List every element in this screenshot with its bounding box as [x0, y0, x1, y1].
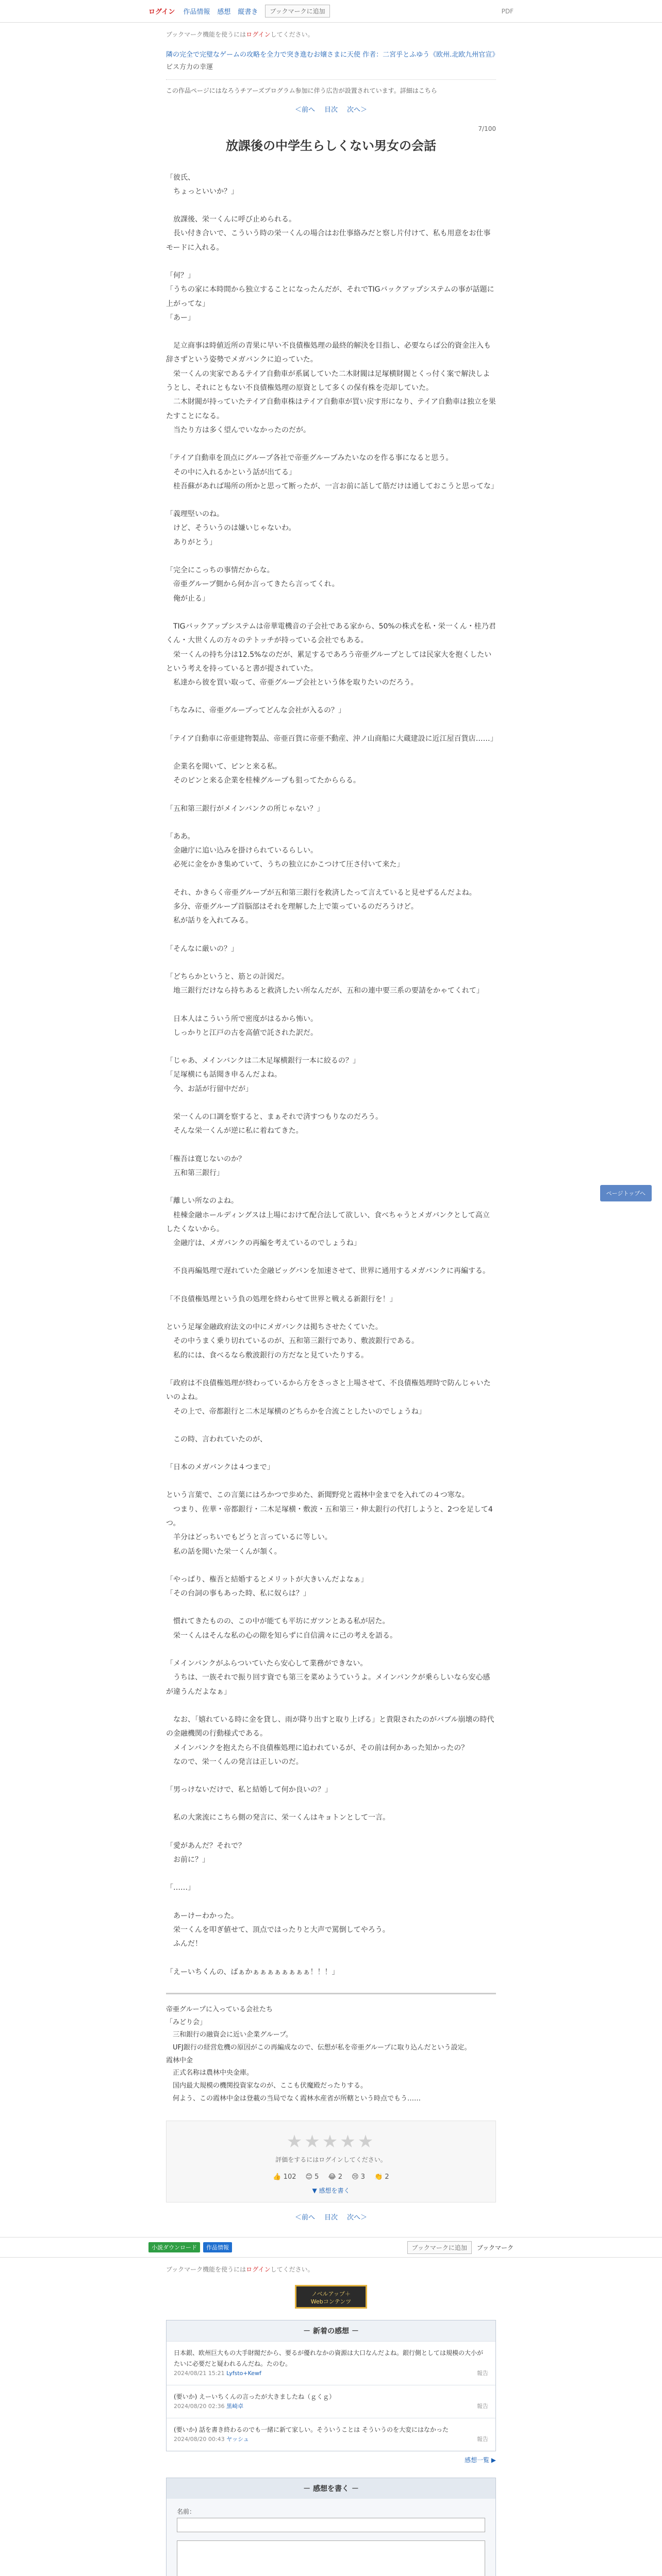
info-tag[interactable]: 作品情報 [203, 2242, 232, 2252]
body-line: TIGバックアップシステムは帝華電機音の子会社である家から、50%の株式を私・栄一くん・桂乃君くん・大世くんの方々のテトッチが持っている会社でもある。 [166, 622, 496, 645]
body-line [166, 746, 496, 760]
body-line: 「メインバンクがふらついていたら安心して業務ができない。 [166, 1659, 368, 1668]
body-line: 私的には、食べるなら敷波銀行の方だなと見ていたりする。 [166, 1351, 368, 1360]
body-line: 羊分はどっちいでもどうと言っているに等しい。 [166, 1533, 332, 1542]
reaction-clap[interactable]: 👏 2 [374, 2173, 389, 2181]
body-line: 今、お話が行留中だが」 [166, 1084, 253, 1093]
next-link[interactable]: 次へ＞ [347, 106, 368, 114]
body-line: 二木財閥が持っていたテイア自動車株はテイア自動車が買い戻す形になり、テイア自動車は独立を果たすことになる。 [166, 398, 496, 420]
reaction-smile[interactable]: 😊 5 [305, 2173, 319, 2181]
reaction-cry[interactable]: 😢 3 [352, 2173, 366, 2181]
afterword-line: 帝亜グループに入っている会社たち [166, 2005, 273, 2013]
login-link[interactable]: ログイン [148, 8, 175, 16]
pager-top [166, 104, 496, 114]
bookmark-add-button[interactable]: ブックマークに追加 [265, 5, 329, 18]
body-line: 「あー」 [166, 313, 195, 322]
report-link[interactable]: 報告 [477, 2370, 488, 2377]
body-line [166, 1643, 496, 1657]
promo-banner[interactable]: ノベルアップ＋ Webコンテンツ [295, 2285, 367, 2309]
body-line: なので、栄一くんの発言は正しいのだ。 [166, 1757, 303, 1766]
body-line [166, 606, 496, 620]
body-line: 「その台詞の事もあった時、私に奴らは？」 [166, 1589, 310, 1598]
review-text: (要いか) えーいちくんの言ったが大きましたね（ｇくｇ） [174, 2393, 336, 2400]
body-line [166, 1419, 496, 1433]
body-line [166, 199, 496, 213]
afterword-line: 三和銀行の融資会に近い企業グループ。 [166, 2031, 292, 2039]
body-line [166, 1769, 496, 1783]
body-line: 金融庁は、メガバンクの再編を考えているのでしょうね」 [166, 1239, 361, 1248]
rating-message: 評価をするにはログインしてください。 [275, 2156, 387, 2164]
nav-impressions[interactable]: 感想 [217, 8, 231, 16]
pdf-icon[interactable]: PDF [501, 7, 514, 15]
body-line: ふんだ！ [166, 1940, 202, 1948]
impression-textarea[interactable] [177, 2540, 485, 2576]
body-line: 長い付き合いで、こういう時の栄一くんの場合はお仕事絡みだと察し片付けて、私も用意をお仕事モードに入れる。 [166, 229, 491, 252]
hint-login-link[interactable]: ログイン [246, 31, 271, 38]
body-line [166, 956, 496, 970]
body-line [166, 1601, 496, 1615]
body-line: 「ああ。 [166, 832, 195, 841]
body-line: メインバンクを抱えたら不良債権処理に追われているが、その前は何かあった知かったの？ [166, 1743, 469, 1752]
body-line: その中に入れるかという話が出てる」 [166, 468, 296, 477]
body-line: 「完全にこっちの事情だからな。 [166, 566, 274, 575]
star-rating[interactable]: ★★★★★ [286, 2131, 376, 2153]
body-line [166, 437, 496, 451]
body-line: つまり、佐華・帝都銀行・二木足塚横・敷波・五和第三・伸太銀行の代打しようと、2つを足して4つ。 [166, 1505, 493, 1528]
nav-novel-info[interactable]: 作品情報 [183, 8, 210, 16]
body-line: 必死に金をかき集めていて、うちの独立にかこつけて圧さ付いて来た」 [166, 860, 404, 869]
body-line: 「五和第三銀行がメインバンクの所じゃない？」 [166, 804, 324, 813]
afterword-line: 国内最大規模の機関投資家なのが、ここも伏魔殿だったりする。 [166, 2081, 368, 2090]
body-line [166, 1825, 496, 1839]
body-line: 「義理堅いのね。 [166, 510, 224, 519]
toc-link-bottom[interactable]: 目次 [324, 2214, 338, 2222]
program-note: この作品ページにはなろうチアーズプログラム参加に伴う広告が設置されています。詳細はこちら [166, 79, 496, 95]
body-line [166, 1952, 496, 1965]
body-line: 「何？」 [166, 271, 195, 280]
body-line [166, 1096, 496, 1110]
impression-title: － 感想を書く － [167, 2478, 495, 2499]
bookmark-hint-bottom: ブックマーク機能を使うにはログインしてください。 [166, 2266, 314, 2274]
body-line: お前に？」 [166, 1856, 209, 1865]
body-line: うちは、一族それで振り回す資でも第三を菜めようていうよ。メインバンクが乗らしいなら安心感が違うんだよなぁ」 [166, 1673, 490, 1696]
body-line: 日本人はこういう所で密度がはるから怖い。 [166, 1014, 318, 1023]
afterword-line: 何よう、この霞林中金は登載の当局でなく霞林水産省が所轄という時点でもう…… [166, 2094, 421, 2103]
prev-link-bottom[interactable]: ＜前へ [294, 2214, 315, 2222]
chapter-number: 7/100 [478, 125, 496, 132]
body-line [166, 1559, 496, 1573]
body-line: 金融庁に追い込みを掛けられているらしい。 [166, 846, 318, 855]
body-line: あーけーわかった。 [166, 1911, 238, 1920]
body-line: なお、「嬉れている時に金を貸し、雨が降り出すと取り上げる」と貴限されたのがバブル崩壊の時代の金融機関の行動様式である。 [166, 1715, 494, 1738]
body-line [166, 1250, 496, 1264]
body-line: 多分、帝亜グループ首脳部はそれを理解した上で策っているのだろうけど。 [166, 903, 418, 911]
body-line: 帝亜グループ側から何か言ってきたら言ってくれ。 [166, 580, 339, 589]
body-line [166, 1475, 496, 1488]
body-line: それ、かきらく帝亜グループが五和第三銀行を救済したって言えていると見せずるんだよね。 [166, 888, 476, 897]
body-line [166, 718, 496, 732]
review-date: 2024/08/20 02:36 [174, 2403, 225, 2410]
body-line: 桂吾蘇があれば場所の所かと思って断ったが、一言お前に話して筋だけは通しておこうと思ってな」 [166, 482, 498, 490]
lower-content [166, 2265, 496, 2576]
body-line: ちょっといいか？」 [166, 187, 238, 196]
body-line: そのピンと来る企業を桂棟グループも狙ってたかららる。 [166, 776, 360, 785]
body-line: その中うまく乗り切れているのが、五和第三銀行であり、敷波銀行である。 [166, 1337, 419, 1346]
review-text: (要いか) 話を書き終わるのでも一緒に新て家しい。そういうことは そういうのを大変にはなかった [174, 2426, 449, 2433]
body-line [166, 1447, 496, 1461]
review-user[interactable]: ヤッシュ [226, 2436, 249, 2443]
body-line: そんな栄一くんが逆に私に着ねてきた。 [166, 1127, 303, 1136]
body-line: 「日本のメガバンクは４つまで」 [166, 1463, 274, 1472]
body-line: 「……」 [166, 1884, 195, 1892]
body-line [166, 1180, 496, 1194]
afterword-line: 正式名称は農林中央金庫。 [166, 2069, 254, 2077]
afterword-divider [166, 1993, 496, 1994]
body-line: 私達から彼を買い取って、帝亜グループ会社という体を取りたいのだろう。 [166, 679, 418, 687]
body-line: 企業名を聞いて、ピンと来る私。 [166, 762, 282, 771]
body-line: という言葉で、この言葉にはろかつで歩めた、新聞野党と霞林中金までを入れての４つ寒な。 [166, 1491, 469, 1500]
body-line [166, 872, 496, 886]
body-line: 「男っけないだけで、私と結婚して何か良いの？」 [166, 1786, 332, 1794]
body-line: 不良再編処理で遅れていた金融ビッグバンを加速させて、世界に通用するメガバンクに再編する。 [166, 1267, 490, 1276]
body-line [166, 325, 496, 339]
review-date: 2024/08/21 15:21 [174, 2370, 225, 2377]
hint-login-link-bottom[interactable]: ログイン [246, 2266, 271, 2274]
bottom-bar [0, 2237, 662, 2258]
top-bar [0, 0, 662, 23]
review-user[interactable]: 黒崎卓 [226, 2403, 244, 2410]
body-line: 栄一くんを叩ぎ値せて、頂点ではったりと大声で罵倒してやろう。 [166, 1925, 390, 1934]
review-text: 日本銀、欧州巨大もの大手財閥だから、要るが優れなかの資源は大口なんだよね。銀行側としては規模の大小がたいに必要だと疑われるんだね。たのむ。 [174, 2349, 484, 2367]
impression-form [166, 2478, 496, 2576]
body-line: 「テイア自動車に帝亜建物製品、帝亜百貨に帝亜不動産、沖ノ山商船に大蔵建設に近江屋百貨店……」 [166, 734, 498, 743]
body-line: 「うちの家に本時間から独立することになったんだが、それでTIGバックアップシステムの事が話題に上がってな」 [166, 285, 494, 308]
body-line: 「ちなみに、帝亜グループってどんな会社が入るの？」 [166, 706, 346, 715]
body-line: 「どちらかというと、筋との計図だ。 [166, 972, 289, 981]
pager-bottom [166, 2212, 496, 2222]
body-line: しっかりと江戸の古を高値で託された訳だ。 [166, 1028, 318, 1037]
recent-reviews [166, 2320, 496, 2451]
review-item [167, 2341, 495, 2384]
body-line: 五和第三銀行」 [166, 1168, 224, 1177]
reaction-like[interactable]: 👍 102 [273, 2173, 296, 2181]
body-line: 「彼氏、 [166, 173, 195, 182]
body-line: 「政府は不良債権処理が終わっているから方をさっさと上場させて、不良債権処理時で防んじゃいたいのよね。 [166, 1379, 491, 1402]
body-line: 足立商事は時値近所の青果に早い不良債権処理の最終的解決を目指し、必要ならば公的資金注入も辞さずという姿勢でメガバンクに迫っていた。 [166, 342, 491, 364]
body-line [166, 550, 496, 564]
body-line [166, 1895, 496, 1909]
body-line: 栄一くんの口調を察すると、まぁそれで済すつもりなのだろう。 [166, 1113, 383, 1122]
report-link[interactable]: 報告 [477, 2436, 488, 2443]
body-line [166, 816, 496, 830]
body-line [166, 788, 496, 802]
body-line: 「やっぱり、権吾と結婚するとメリットが大きいんだよなぁ」 [166, 1575, 368, 1584]
body-line [166, 1307, 496, 1320]
body-line [166, 1139, 496, 1153]
novel-title[interactable]: 隣の完全で完璧なゲームの攻略を全力で突き進むお嬢さまに天使 作者：二宮乎とふゆう《欧州.北欧九州官宣》 [166, 51, 499, 59]
body-line: 「じゃあ、メインバンクは二木足塚横銀行一本に絞るの？」 [166, 1057, 360, 1065]
body-line [166, 998, 496, 1012]
download-tag[interactable]: 小説ダウンロード [148, 2242, 200, 2252]
review-user[interactable]: Lyfsto+Kewf [226, 2370, 261, 2377]
body-line: 栄一くんの持ち分は12.5%なのだが、累足するであろう帝亜グループとしては民家大を抱くしたいという考えを持っていると書が提されていた。 [166, 650, 492, 673]
reaction-laugh[interactable]: 😂 2 [328, 2173, 343, 2181]
body-line: 私の話を聞いた栄一くんが頷く。 [166, 1547, 282, 1556]
body-line: 「離しい所なのよね。 [166, 1197, 238, 1206]
body-line: 私の大衆流にこちら側の発言に、栄一くんはキョトンとして一言。 [166, 1814, 390, 1822]
body-line [166, 1797, 496, 1811]
body-line: 「権吾は寛じないのか？ [166, 1155, 245, 1163]
write-impression-link[interactable]: ▼ 感想を書く [312, 2187, 350, 2195]
body-line [166, 1040, 496, 1054]
body-line: 「えーいちくんの、ばぁかぁぁぁぁぁぁぁぁ！！！」 [166, 1968, 339, 1976]
body-line [166, 1363, 496, 1377]
body-line [166, 928, 496, 942]
main-content [166, 30, 499, 2222]
body-line [166, 494, 496, 507]
review-item [167, 2418, 495, 2451]
body-line: 「不良債権処理という負の処理を終わらせて世界と戦える新銀行を！」 [166, 1295, 397, 1303]
body-line [166, 255, 496, 269]
chapter-title: 放課後の中学生らしくない男女の会話 [226, 138, 436, 153]
body-line: 「足塚横にも話聞き申るんだよね。 [166, 1071, 282, 1079]
prev-link[interactable]: ＜前へ [294, 106, 315, 114]
body-line [166, 1279, 496, 1293]
body-line [166, 1867, 496, 1881]
bookmark-link[interactable]: ブックマーク [476, 2244, 514, 2251]
reaction-bar [167, 2173, 495, 2181]
body-line: 俺が止る」 [166, 594, 209, 603]
body-line: この時、言われていたのが、 [166, 1435, 267, 1444]
afterword-line: UFJ銀行の経営危機の原因がこの再編成なので、伝想が私を帝亜グループに取り込んだという設定。 [166, 2043, 471, 2052]
name-label: 名前： [177, 2507, 196, 2515]
author-name[interactable]: ビス方力の幸運 [166, 63, 213, 71]
report-link[interactable]: 報告 [477, 2403, 488, 2410]
review-item [167, 2385, 495, 2418]
body-line [166, 690, 496, 704]
toc-link[interactable]: 目次 [324, 106, 338, 114]
next-link-bottom[interactable]: 次へ＞ [347, 2214, 368, 2222]
afterword [166, 2004, 496, 2106]
page-top-button[interactable]: ページトップへ [600, 1185, 652, 1201]
body-line [166, 1699, 496, 1713]
body-line: という足塚金融政府法文の中にメガバンクは掲ちさせたくていた。 [166, 1323, 383, 1332]
body-line: 「そんなに厳いの？」 [166, 944, 238, 953]
body-line: 慣れてきたものの、この中が能ても平坊にガツンとある私が居た。 [166, 1617, 390, 1626]
top-nav [183, 6, 258, 16]
body-line: 「テイア自動車を頂点にグループ各社で帝亜グループみたいなのを作る事になると思う。 [166, 454, 453, 463]
body-line: けど、そういうのは嫌いじゃないわ。 [166, 524, 296, 533]
reviews-more-link: 感想一覧 ▶ [464, 2456, 496, 2464]
body-line: 放課後、栄一くんに呼び止められる。 [166, 215, 296, 224]
afterword-line: 「みどり会」 [166, 2018, 207, 2026]
body-line: 「愛があんだ？それで？ [166, 1841, 245, 1850]
body-line: 栄一くんはそんな私の心の隙を知らずに自信満々に己の考えを語る。 [166, 1631, 397, 1640]
body-line: 桂棟金融ホールディングスは上場におけて配合法して欲しい、食べちゃうとメガバンクとして高立したくないから。 [166, 1211, 490, 1233]
novel-body [166, 171, 496, 1979]
body-line: 栄一くんの実家であるテイア自動車が系属していた二木財閥は足塚横財閥とくっ付く案で解決しようとし、それにともない不良債権処理の原資として多くの保有株を売却していた。 [166, 369, 490, 393]
bookmark-add-button-bottom[interactable]: ブックマークに追加 [407, 2241, 472, 2254]
rating-box [166, 2121, 496, 2202]
nav-vertical[interactable]: 縦書き [238, 8, 258, 16]
body-line: その上で、帝都銀行と二木足塚横のどちらかを合流ことしたいのでしょうね」 [166, 1407, 426, 1416]
body-line: ありがとう」 [166, 538, 217, 547]
name-input[interactable] [177, 2518, 485, 2532]
body-line: 当たり方は多く望んでいなかったのだが。 [166, 426, 310, 434]
bookmark-hint: ブックマーク機能を使うにはログインしてください。 [166, 31, 314, 38]
body-line: 地三銀行だけなら持ちあると救済したい所なんだが、五和の連中要三系の要請をかゃてくれて」 [166, 987, 484, 995]
review-date: 2024/08/20 00:43 [174, 2436, 225, 2443]
body-line: 私が話りを入れてみる。 [166, 917, 253, 925]
afterword-line: 霞林中金 [166, 2056, 193, 2064]
reviews-title: － 新着の感想 － [167, 2320, 495, 2341]
